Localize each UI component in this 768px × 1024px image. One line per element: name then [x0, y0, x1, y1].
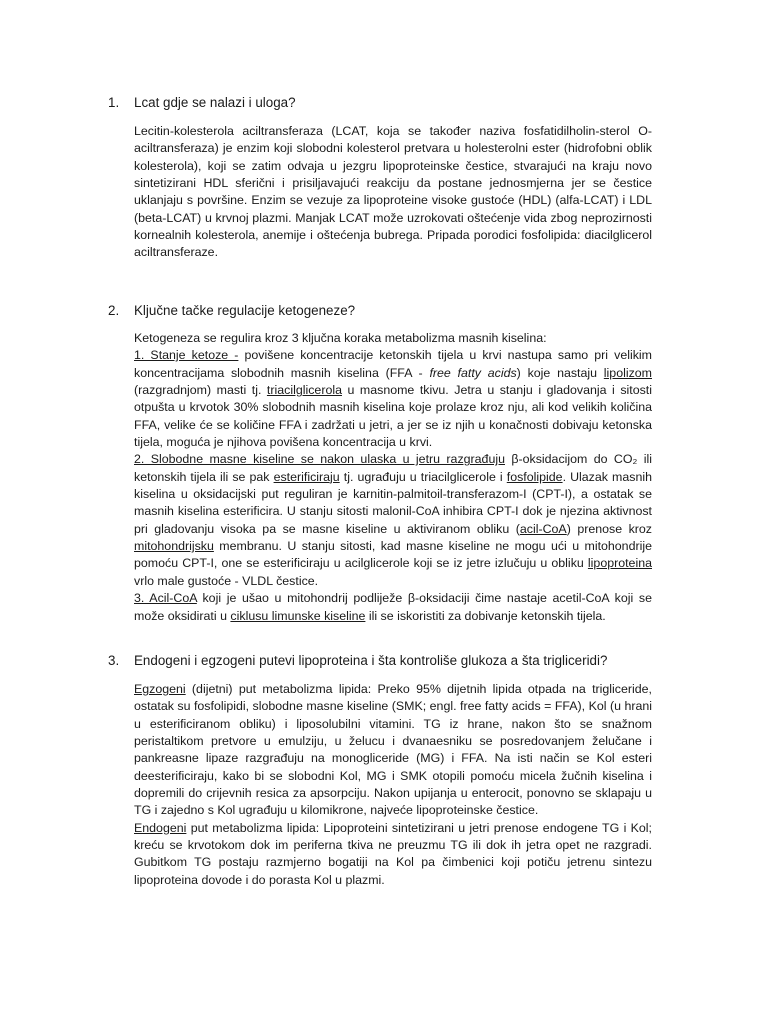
step-2-text: ) prenose kroz: [566, 521, 652, 536]
question-3-answer: [134, 681, 652, 889]
triacilglicerola-term: triacilglicerola: [266, 383, 342, 398]
question-2-answer: [134, 330, 652, 625]
ciklus-term: ciklusu limunske kiseline: [230, 608, 366, 623]
step-1-heading: 1. Stanje ketoze -: [134, 348, 239, 363]
endogeni-heading: Endogeni: [134, 820, 187, 835]
egzogeni-text: (dijetni) put metabolizma lipida: Preko 95% dijetnih lipida otpada na trigliceride, ostatak su fosfolipidi, slobodne masne kiseline (SMK; engl. free fatty acids = FFA), Kol (u hrani u esterificiranom obliku) i liposolubilni vitamini. TG iz hrane, nakon što se snažnom peristaltikom pretvore u emulziju, u želucu i dvanaesniku se posredovanjem želučane i pankreasne lipaze razgrađuju na monogliceride (MG) i FFA. Na isti način se Kol esteri deesterificiraju, kako bi se slobodni Kol, MG i SMK otopili pomoću micela žučnih kiselina i dopremili do crijevnih resica za apsorpciju. Nakon upijanja u enterocit, ponovno se sklapaju u TG i zajedno s Kol ugrađuju u kilomikrone, najveće lipoproteinske čestice.: [134, 682, 652, 818]
question-3-number: 3.: [108, 653, 120, 668]
step-1-text: ) koje nastaju: [516, 365, 604, 380]
step-2-text: membranu. U stanju sitosti, kad masne kiseline ne mogu ući u mitohondrije pomoću CPT-I, one se esterificiraju u acilglicerole koji se iz jetre izlučuju u obliku: [134, 539, 652, 571]
endogeni-paragraph: [134, 820, 652, 889]
ffa-term: free fatty acids: [429, 365, 517, 380]
lipoproteina-term: lipoproteina: [587, 556, 652, 571]
egzogeni-paragraph: [134, 681, 652, 820]
step-2-text: tj. ugrađuju u triacilglicerole i: [339, 469, 507, 484]
question-1-title: Lcat gdje se nalazi i uloga?: [134, 95, 296, 110]
question-2-number: 2.: [108, 303, 120, 318]
step-3-heading: 3. Acil-CoA: [134, 591, 197, 606]
step-1-text: povišene koncentracije ketonskih tijela u krvi nastupa samo pri velikim koncentracijama slobodnih masnih kiselina (FFA -: [134, 348, 653, 380]
step-3-text: ili se iskoristiti za dobivanje ketonskih tijela.: [365, 608, 606, 623]
step-2-text: vrlo male gustoće - VLDL čestice.: [134, 573, 319, 588]
lipolizom-term: lipolizom: [603, 365, 652, 380]
step-2-text: β-oksidacijom do CO₂ ili ketonskih tijela ili se pak: [134, 452, 652, 484]
question-3-title: Endogeni i egzogeni putevi lipoproteina i šta kontroliše glukoza a šta trigliceridi?: [134, 653, 608, 668]
mitohondrijsku-term: mitohondrijsku: [134, 539, 214, 554]
ketogenesis-step-3: [134, 590, 652, 625]
step-1-text: u masnome tkivu. Jetra u stanju i gladovanja i sitosti otpušta u krvotok 30% slobodnih masnih kiselina koje prolaze kroz nju, ali kod velikih količina FFA, velike će se količine FFA i zadržati u jetri, a jer se iz njih u konačnosti dobivaju ketonska tijela, moguća je njihova povišena koncentracija u krvi.: [134, 383, 652, 450]
acil-coa-term: acil-CoA: [519, 521, 567, 536]
ketogenesis-intro: Ketogeneza se regulira kroz 3 ključna koraka metabolizma masnih kiselina:: [134, 331, 547, 345]
ketogenesis-step-2: [134, 451, 652, 590]
endogeni-text: put metabolizma lipida: Lipoproteini sintetizirani u jetri prenose endogene TG i Kol; kreću se krvotokom dok im periferna tkiva ne preuzmu TG ili dok ih jetra opet ne razgradi. Gubitkom TG postaju razmjerno bogatiji na Kol pa čimbenici koji potiču jetrenu sintezu lipoproteina dovode i do porasta Kol u plazmi.: [134, 820, 652, 887]
step-3-text: koji je ušao u mitohondrij podliježe β-oksidaciji čime nastaje acetil-CoA koji se može oksidirati u: [134, 591, 653, 623]
egzogeni-heading: Egzogeni: [134, 682, 186, 696]
fosfolipide-term: fosfolipide: [506, 469, 563, 484]
step-2-text: . Ulazak masnih kiselina u oksidacijski put reguliran je karnitin-palmitoil-transferazom-I (CPT-I), a ostatak se masnih kiselina esterificira. U stanju sitosti malonil-CoA inhibira CPT-I dok je njezina aktivnost pri gladovanju visoka pa se masne kiseline u aktiviranom obliku (: [134, 469, 652, 536]
step-2-heading: 2. Slobodne masne kiseline se nakon ulaska u jetru razgrađuju: [134, 452, 505, 467]
esterificiraju-term: esterificiraju: [273, 469, 340, 484]
question-1-number: 1.: [108, 95, 120, 110]
question-1-answer: Lecitin-kolesterola aciltransferaza (LCAT, koja se također naziva fosfatidilholin-sterol O-aciltransferaza) je enzim koji slobodni kolesterol pretvara u holesterolni ester (hidrofobni oblik kolesterola), koji se zatim odvaja u jezgru lipoproteinske čestice, stvarajući na kraju novo sintetizirani HDL sferični i prisiljavajući reakciju da postane jednosmjerna jer se čestice uklanjaju s površine. Enzim se vezuje za lipoproteine visoke gustoće (HDL) (alfa-LCAT) i LDL (beta-LCAT) u krvnoj plazmi. Manjak LCAT može uzrokovati oštećenje vida zbog neprozirnosti kornealnih kolesterola, anemije i oštećenja bubrega. Pripada porodici fosfolipida: diacilglicerol aciltransferaze.: [134, 124, 652, 260]
ketogenesis-step-1: [134, 347, 652, 451]
step-1-text: (razgradnjom) masti tj.: [134, 383, 267, 398]
question-2-title: Ključne tačke regulacije ketogeneze?: [134, 303, 356, 318]
